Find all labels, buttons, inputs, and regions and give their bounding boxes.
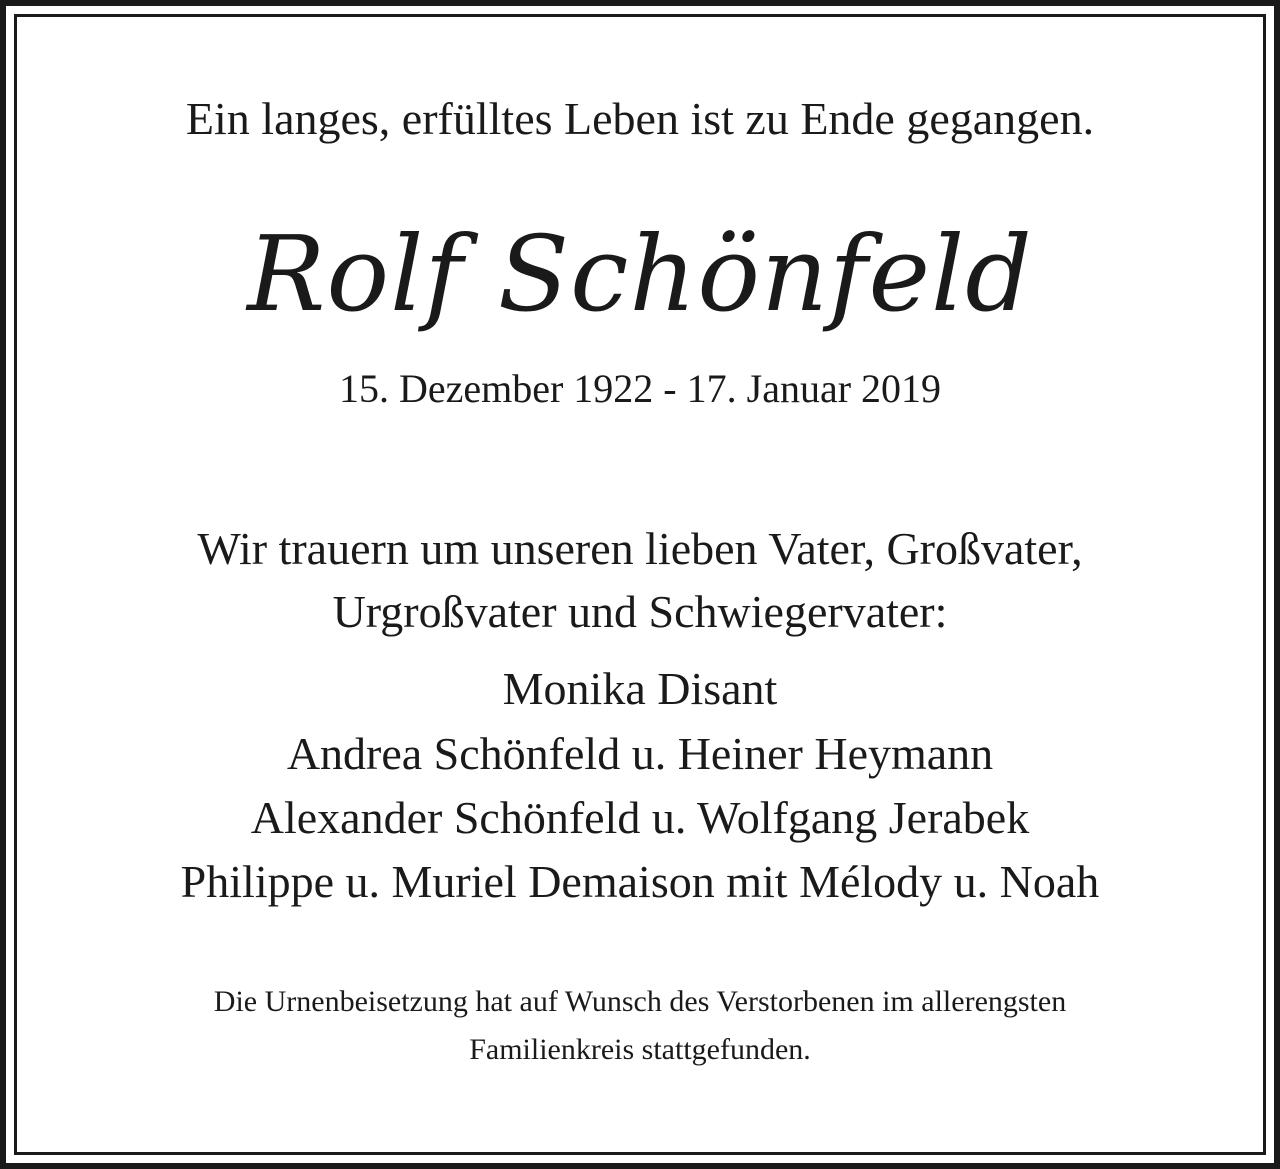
mourning-text-line: Wir trauern um unseren lieben Vater, Großvater, [197,523,1083,574]
intro-text: Ein langes, erfülltes Leben ist zu Ende gegangen. [185,93,1095,144]
family-member: Andrea Schönfeld u. Heiner Heymann [286,728,994,779]
closing-note-line: Die Urnenbeisetzung hat auf Wunsch des Verstorbenen im allerengsten [213,985,1067,1018]
life-dates: 15. Dezember 1922 - 17. Januar 2019 [338,366,942,411]
deceased-name: Rolf Schönfeld [247,213,1033,335]
family-member: Alexander Schönfeld u. Wolfgang Jerabek [250,792,1030,843]
family-member: Monika Disant [502,663,778,714]
family-member: Philippe u. Muriel Demaison mit Mélody u. Noah [180,856,1100,907]
closing-note-line: Familienkreis stattgefunden. [469,1033,811,1066]
mourning-text-line: Urgroßvater und Schwiegervater: [332,586,948,637]
